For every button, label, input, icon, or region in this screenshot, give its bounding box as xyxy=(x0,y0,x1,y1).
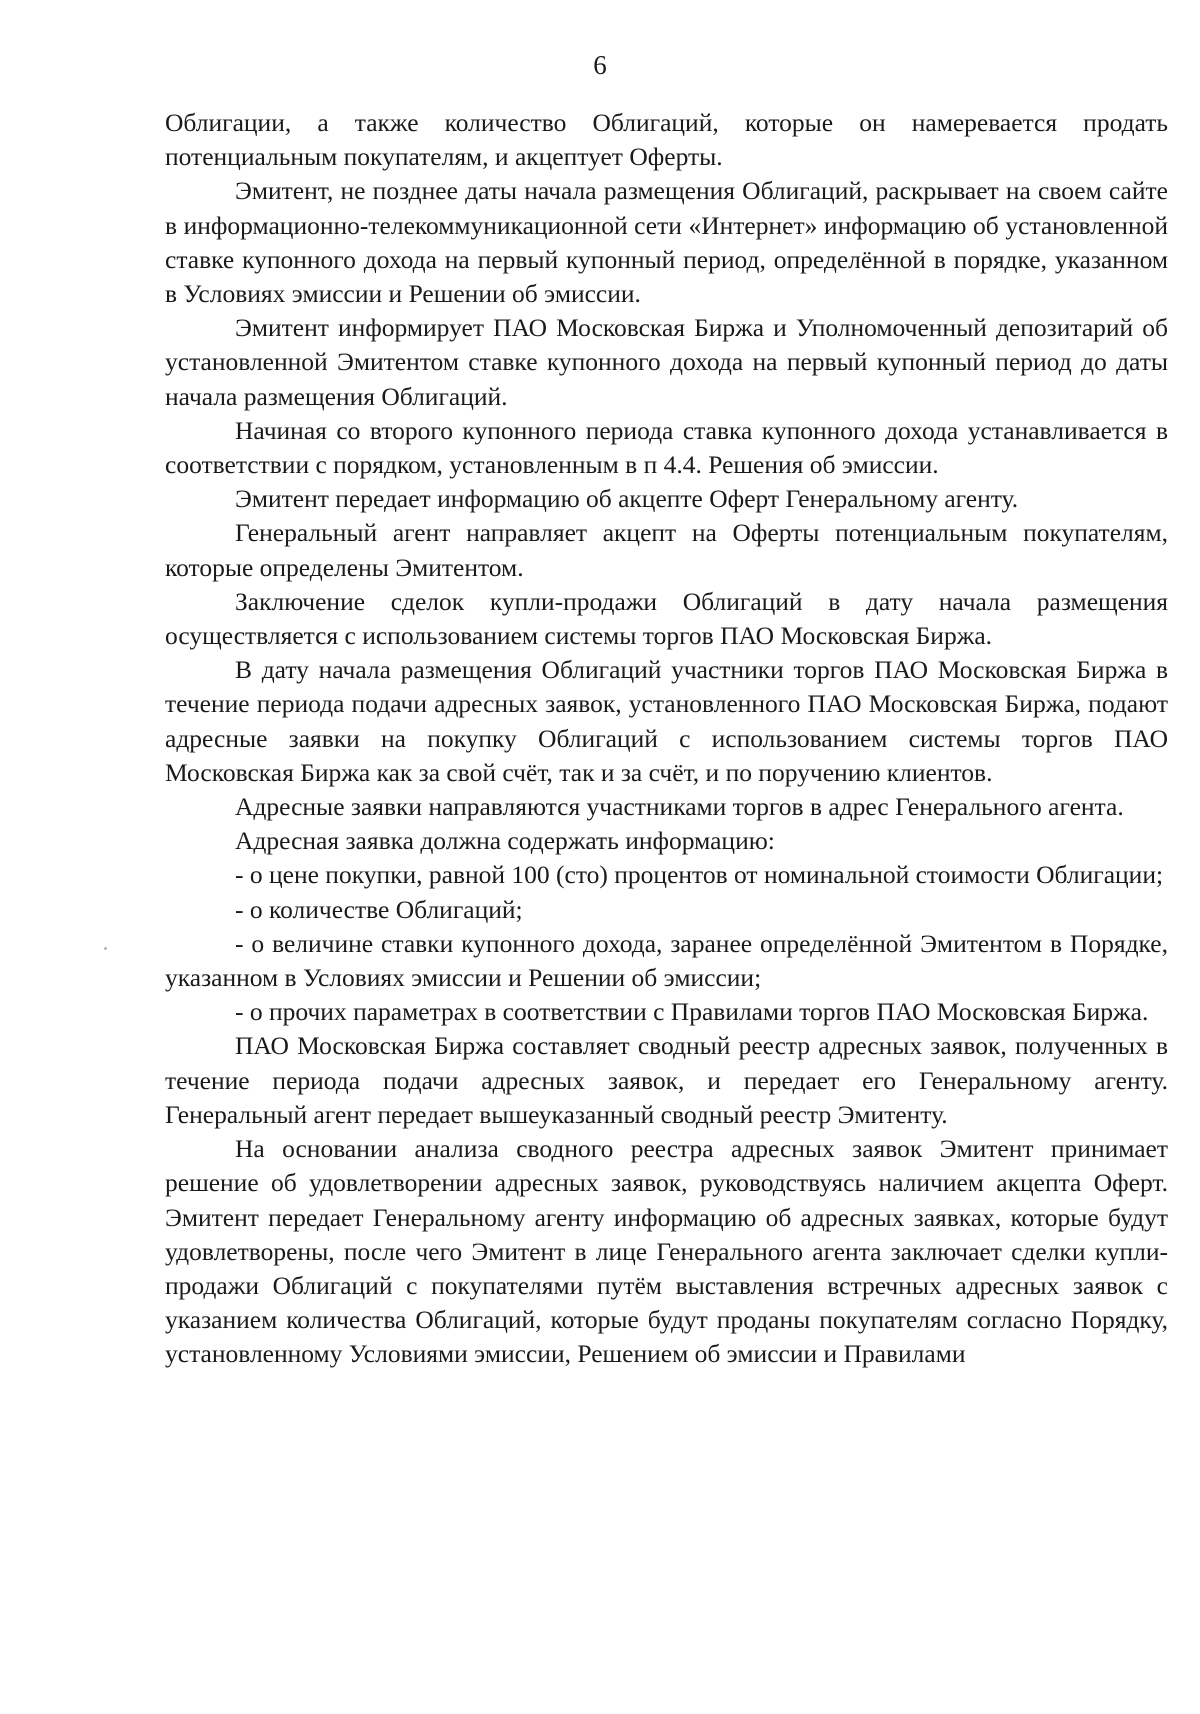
paragraph-continuation: Облигации, а также количество Облигаций, которые он намеревается продать потенциальным покупателям, и акцептует Оферты. xyxy=(165,108,1168,172)
paragraph-coupon-rate-disclosure: Эмитент, не позднее даты начала размещения Облигаций, раскрывает на своем сайте в информационно-телекоммуникационной сети «Интернет» информацию об установленной ставке купонного дохода на первый купонный период, определённой в порядке, указанном в Условиях эмиссии и Решении об эмиссии. xyxy=(165,176,1168,309)
list-item-price: - о цене покупки, равной 100 (сто) процентов от номинальной стоимости Облигации; xyxy=(235,860,1164,890)
paragraph-address-orders: В дату начала размещения Облигаций участники торгов ПАО Московская Биржа в течение периода подачи адресных заявок, установленного ПАО Московская Биржа, подают адресные заявки на покупку Облигаций с использованием системы торгов ПАО Московская Биржа как за свой счёт, так и за счёт, и по поручению клиентов. xyxy=(165,655,1168,787)
paragraph-trading-system: Заключение сделок купли-продажи Облигаций в дату начала размещения осуществляется с использованием системы торгов ПАО Московская Биржа. xyxy=(165,586,1168,651)
paragraph-orders-routing: Адресные заявки направляются участниками торгов в адрес Генерального агента. xyxy=(235,792,1124,822)
paragraph-order-contents: Адресная заявка должна содержать информацию: xyxy=(235,826,775,856)
page-number: 6 xyxy=(593,50,607,80)
scan-speck xyxy=(104,947,107,950)
paragraph-consolidated-register: ПАО Московская Биржа составляет сводный реестр адресных заявок, полученных в течение периода подачи адресных заявок, и передает его Генеральному агенту. Генеральный агент передает вышеуказанный сводный реестр Эмитенту. xyxy=(165,1031,1168,1129)
document-body xyxy=(165,106,1168,1372)
paragraph-second-coupon: Начиная со второго купонного периода ставка купонного дохода устанавливается в соответствии с порядком, установленным в п 4.4. Решения об эмиссии. xyxy=(165,415,1168,480)
list-item-other-parameters: - о прочих параметрах в соответствии с Правилами торгов ПАО Московская Биржа. xyxy=(235,997,1149,1027)
list-item-coupon-rate: - о величине ставки купонного дохода, заранее определённой Эмитентом в Порядке, указанном в Условиях эмиссии и Решении об эмиссии; xyxy=(165,928,1168,993)
paragraph-exchange-notification: Эмитент информирует ПАО Московская Биржа и Уполномоченный депозитарий об установленной Эмитентом ставке купонного дохода на первый купонный период до даты начала размещения Облигаций. xyxy=(165,313,1168,411)
paragraph-offer-acceptance: Эмитент передает информацию об акцепте Оферт Генеральному агенту. xyxy=(235,484,1019,514)
list-item-quantity: - о количестве Облигаций; xyxy=(235,894,523,924)
paragraph-issuer-decision: На основании анализа сводного реестра адресных заявок Эмитент принимает решение об удовлетворении адресных заявок, руководствуясь наличием акцепта Оферт. Эмитент передает Генеральному агенту информацию об адресных заявках, которые будут удовлетворены, после чего Эмитент в лице Генерального агента заключает сделки купли-продажи Облигаций с покупателями путём выставления встречных адресных заявок с указанием количества Облигаций, которые будут проданы покупателям согласно Порядку, установленному Условиями эмиссии, Решением об эмиссии и Правилами xyxy=(165,1134,1168,1369)
paragraph-agent-acceptance: Генеральный агент направляет акцепт на Оферты потенциальным покупателям, которые определены Эмитентом. xyxy=(165,518,1168,582)
